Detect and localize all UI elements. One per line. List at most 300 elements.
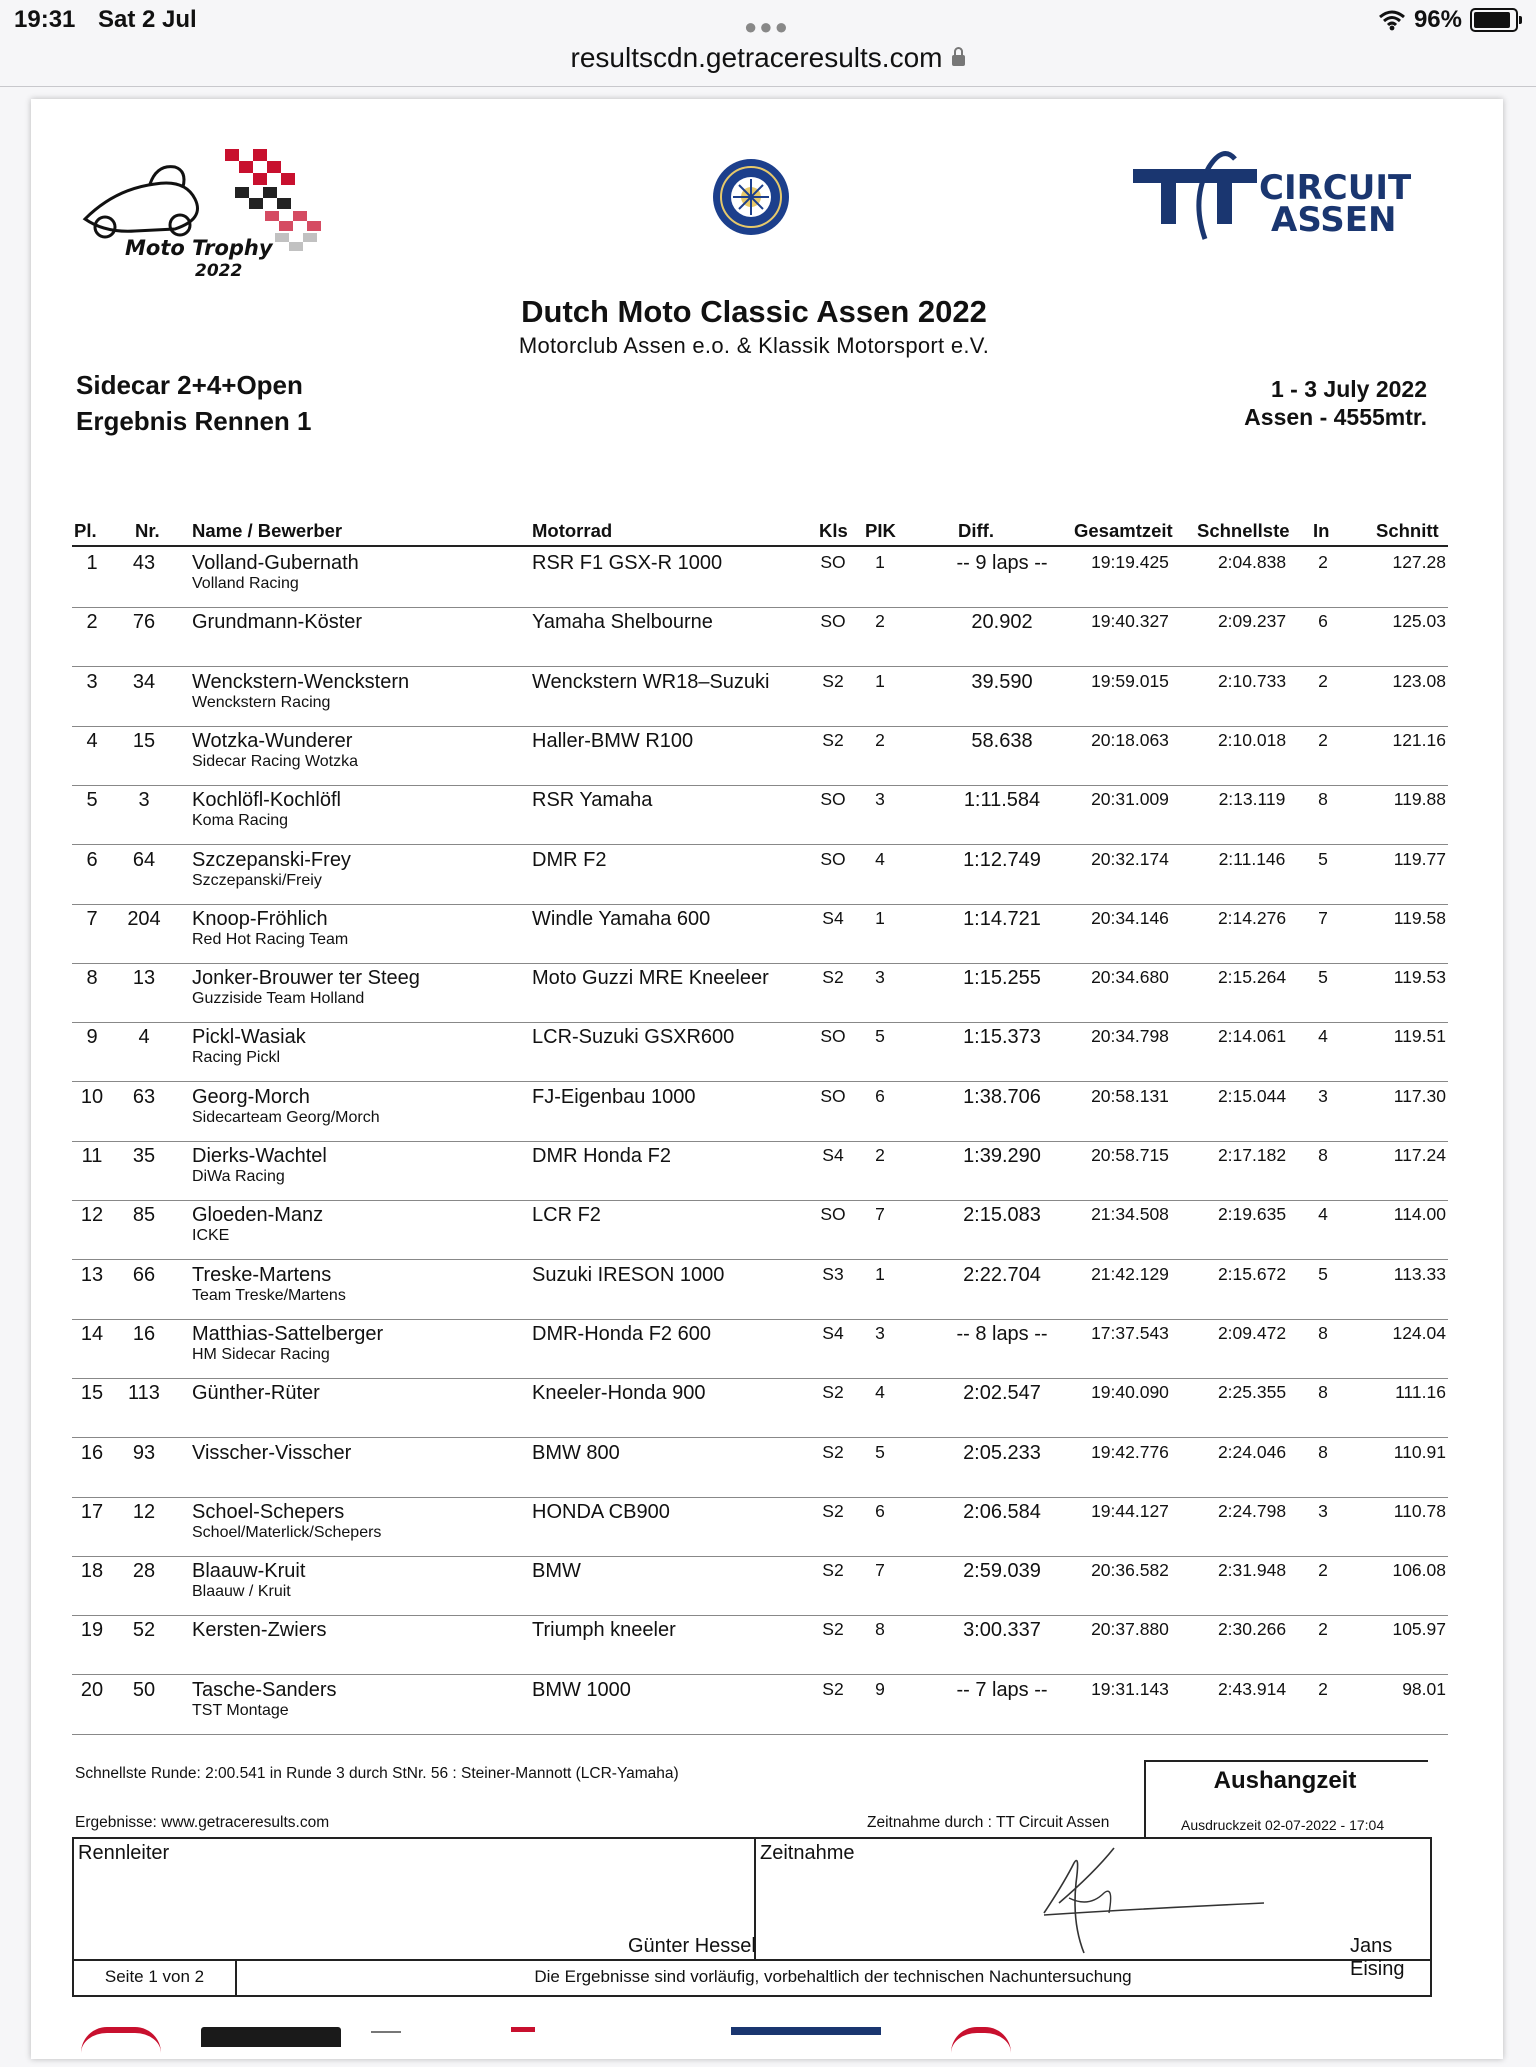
results-table-header	[72, 520, 1448, 542]
cell-pl: 3	[86, 670, 98, 693]
cell-pik: 1	[875, 552, 885, 572]
cell-kls: S2	[822, 1678, 844, 1699]
cell-avg: 127.28	[1392, 552, 1446, 572]
status-time: 19:31	[14, 6, 76, 33]
event-title: Dutch Moto Classic Assen 2022	[521, 294, 987, 329]
cell-fast: 2:09.472	[1217, 1322, 1287, 1343]
cell-diff: 2:59.039	[963, 1560, 1041, 1583]
cell-kls: SO	[820, 1085, 846, 1106]
cell-team: Red Hot Racing Team	[192, 930, 349, 948]
lock-icon	[952, 55, 965, 66]
col-schnitt: Schnitt	[1376, 520, 1439, 541]
cell-nr: 204	[127, 907, 161, 930]
cell-team: Blaauw / Kruit	[192, 1583, 291, 1601]
table-row	[72, 1556, 1448, 1616]
cell-pik: 9	[875, 1678, 885, 1699]
cell-pl: 10	[80, 1085, 104, 1108]
cell-in: 4	[1318, 1204, 1328, 1225]
multitasking-dots-icon[interactable]: ●●●	[744, 14, 790, 39]
cell-bike: BMW 800	[532, 1441, 620, 1464]
cell-fast: 2:15.672	[1217, 1263, 1287, 1284]
cell-bike: Yamaha Shelbourne	[532, 611, 713, 634]
battery-icon	[1470, 8, 1518, 32]
event-date: 1 - 3 July 2022	[1271, 376, 1427, 402]
cell-avg: 119.51	[1393, 1026, 1446, 1047]
cell-avg: 121.16	[1392, 729, 1446, 750]
cell-team: Team Treske/Martens	[192, 1286, 346, 1304]
race-class: Sidecar 2+4+Open	[76, 370, 303, 400]
col-pl: Pl.	[74, 520, 97, 541]
cell-kls: S2	[822, 1500, 844, 1521]
cell-name: Treske-Martens	[192, 1263, 332, 1286]
cell-team: Wenckstern Racing	[192, 693, 331, 711]
event-venue: Assen - 4555mtr.	[1244, 404, 1427, 430]
cell-bike: DMR F2	[532, 848, 607, 871]
cell-avg: 110.91	[1393, 1441, 1446, 1462]
cell-bike: FJ-Eigenbau 1000	[532, 1085, 696, 1108]
cell-name: Knoop-Fröhlich	[192, 907, 328, 930]
cell-pik: 2	[875, 729, 885, 750]
sponsor-logos	[31, 2027, 1503, 2067]
cell-pl: 2	[86, 611, 98, 634]
header-divider	[72, 545, 1448, 547]
cell-nr: 50	[132, 1678, 156, 1701]
cell-pl: 8	[86, 967, 98, 990]
cell-total: 19:40.327	[1091, 611, 1169, 632]
cell-bike: Moto Guzzi MRE Kneeleer	[532, 967, 769, 990]
cell-bike: Haller-BMW R100	[532, 729, 694, 752]
zeitnahme-label: Zeitnahme	[760, 1842, 855, 1864]
cell-in: 4	[1318, 1026, 1328, 1047]
signature-bottom-line	[74, 1959, 1430, 1961]
cell-avg: 119.77	[1393, 848, 1446, 869]
table-row	[72, 1200, 1448, 1260]
cell-pik: 3	[875, 967, 885, 988]
cell-diff: 2:15.083	[963, 1204, 1041, 1227]
table-row	[72, 845, 1448, 905]
cell-pik: 8	[875, 1619, 885, 1640]
cell-name: Matthias-Sattelberger	[192, 1322, 384, 1345]
cell-pl: 11	[81, 1145, 103, 1167]
cell-pl: 5	[86, 789, 98, 812]
cell-name: Grundmann-Köster	[192, 611, 363, 634]
cell-pik: 5	[875, 1441, 885, 1462]
cell-fast: 2:24.046	[1217, 1441, 1287, 1462]
table-row	[72, 1615, 1448, 1675]
cell-fast: 2:17.182	[1217, 1145, 1287, 1165]
cell-avg: 117.30	[1393, 1085, 1446, 1106]
cell-total: 20:34.146	[1091, 907, 1169, 928]
cell-pik: 3	[875, 1322, 885, 1343]
cell-kls: SO	[820, 1026, 846, 1047]
cell-avg: 98.01	[1402, 1678, 1446, 1699]
cell-diff: 1:11.584	[963, 789, 1041, 812]
cell-nr: 52	[132, 1619, 156, 1642]
cell-name: Tasche-Sanders	[192, 1678, 337, 1701]
url-bar[interactable]	[0, 40, 1536, 86]
battery-percent: 96%	[1413, 6, 1462, 33]
table-row	[72, 1141, 1448, 1201]
cell-kls: SO	[820, 848, 846, 869]
table-row	[72, 1260, 1448, 1320]
table-row	[72, 1675, 1448, 1735]
sponsor-logo-6-icon	[951, 2027, 1011, 2053]
cell-fast: 2:24.798	[1217, 1500, 1287, 1521]
cell-total: 20:34.680	[1091, 967, 1169, 988]
moto-trophy-text: Moto Trophy	[125, 236, 273, 260]
sponsor-logo-3-icon	[371, 2031, 401, 2047]
cell-bike: RSR Yamaha	[532, 789, 653, 812]
cell-kls: S2	[822, 1619, 844, 1640]
cell-total: 20:31.009	[1091, 789, 1169, 810]
cell-bike: Triumph kneeler	[532, 1619, 676, 1642]
cell-total: 20:32.174	[1091, 848, 1169, 869]
cell-nr: 13	[132, 967, 156, 990]
cell-avg: 111.16	[1395, 1382, 1446, 1403]
cell-total: 20:58.715	[1091, 1145, 1169, 1165]
signature-icon	[1014, 1843, 1274, 1959]
cell-pik: 6	[875, 1085, 885, 1106]
cell-pik: 3	[875, 789, 885, 810]
cell-total: 19:31.143	[1091, 1678, 1169, 1699]
cell-diff: 1:14.721	[963, 907, 1041, 930]
cell-avg: 119.53	[1393, 967, 1446, 988]
cell-fast: 2:15.264	[1217, 967, 1287, 988]
table-row	[72, 1378, 1448, 1438]
cell-pik: 1	[875, 907, 885, 928]
cell-nr: 64	[132, 848, 156, 871]
cell-bike: RSR F1 GSX-R 1000	[532, 552, 723, 574]
table-row	[72, 667, 1448, 727]
cell-name: Gloeden-Manz	[192, 1204, 324, 1227]
wifi-icon	[1378, 9, 1406, 31]
moto-trophy-year: 2022	[195, 261, 243, 279]
cell-in: 2	[1318, 552, 1328, 572]
cell-kls: S2	[822, 1560, 844, 1581]
cell-nr: 12	[132, 1500, 156, 1523]
results-disclaimer: Die Ergebnisse sind vorläufig, vorbehaltlich der technischen Nachuntersuchung	[534, 1967, 1132, 1986]
sponsor-logo-1-icon	[81, 2027, 161, 2053]
sponsor-logo-4-icon	[511, 2027, 535, 2046]
table-row	[72, 904, 1448, 964]
cell-pik: 1	[875, 1263, 885, 1284]
rennleiter-name: Günter Hessel	[628, 1935, 756, 1957]
cell-team: ICKE	[192, 1227, 230, 1245]
cell-fast: 2:04.838	[1217, 552, 1287, 572]
col-motorrad: Motorrad	[532, 520, 613, 541]
cell-total: 19:40.090	[1091, 1382, 1169, 1403]
cell-bike: Windle Yamaha 600	[532, 907, 711, 930]
table-row	[72, 785, 1448, 845]
rennleiter-label: Rennleiter	[78, 1842, 170, 1864]
cell-diff: 1:15.373	[963, 1026, 1041, 1049]
cell-name: Günther-Rüter	[192, 1382, 320, 1405]
cell-kls: SO	[820, 1204, 846, 1225]
cell-fast: 2:11.146	[1218, 848, 1286, 869]
table-row	[72, 1082, 1448, 1142]
cell-avg: 110.78	[1393, 1500, 1446, 1521]
cell-kls: S2	[822, 967, 844, 988]
cell-team: Sidecarteam Georg/Morch	[192, 1108, 380, 1126]
cell-nr: 66	[132, 1263, 156, 1286]
cell-fast: 2:43.914	[1217, 1678, 1287, 1699]
cell-kls: S4	[822, 1322, 844, 1343]
cell-nr: 85	[132, 1204, 156, 1227]
cell-fast: 2:10.018	[1217, 729, 1287, 750]
cell-bike: BMW 1000	[532, 1678, 631, 1701]
cell-fast: 2:14.061	[1217, 1026, 1287, 1047]
cell-nr: 76	[132, 611, 156, 634]
cell-total: 19:59.015	[1091, 670, 1169, 691]
cell-name: Szczepanski-Frey	[192, 848, 351, 871]
aushangzeit-label: Aushangzeit	[1213, 1767, 1357, 1794]
cell-avg: 124.04	[1392, 1322, 1446, 1343]
cell-in: 2	[1318, 670, 1328, 691]
cell-name: Kochlöfl-Kochlöfl	[192, 789, 341, 812]
col-gesamtzeit: Gesamtzeit	[1074, 520, 1173, 541]
cell-diff: -- 8 laps --	[956, 1322, 1048, 1345]
cell-total: 20:36.582	[1091, 1560, 1169, 1581]
cell-nr: 15	[132, 729, 156, 752]
cell-nr: 16	[132, 1322, 156, 1345]
col-name: Name / Bewerber	[192, 520, 343, 541]
col-pik: PIK	[865, 520, 896, 541]
cell-diff: 2:05.233	[963, 1441, 1041, 1464]
zeitnahme-name: Jans Eising	[1350, 1935, 1405, 1980]
cell-in: 8	[1318, 1441, 1328, 1462]
cell-name: Pickl-Wasiak	[192, 1026, 306, 1049]
cell-name: Schoel-Schepers	[192, 1500, 345, 1523]
cell-bike: BMW	[532, 1560, 581, 1583]
cell-diff: 39.590	[971, 670, 1033, 693]
cell-total: 20:34.798	[1091, 1026, 1169, 1047]
sponsor-logo-5-icon	[731, 2027, 881, 2055]
col-in: In	[1313, 520, 1330, 541]
cell-bike: DMR Honda F2	[532, 1145, 671, 1167]
table-row	[72, 1022, 1448, 1082]
cell-name: Kersten-Zwiers	[192, 1619, 327, 1642]
cell-nr: 113	[128, 1382, 160, 1405]
moto-trophy-logo	[75, 149, 375, 279]
cell-pl: 6	[86, 848, 98, 871]
cell-avg: 119.58	[1393, 907, 1446, 928]
cell-kls: SO	[820, 552, 846, 572]
cell-in: 2	[1318, 1678, 1328, 1699]
cell-team: Szczepanski/Freiy	[192, 871, 322, 889]
cell-fast: 2:09.237	[1217, 611, 1287, 632]
cell-team: Schoel/Materlick/Schepers	[192, 1523, 382, 1541]
cell-total: 21:34.508	[1091, 1204, 1169, 1225]
cell-pl: 7	[86, 907, 98, 930]
table-row	[72, 1438, 1448, 1498]
cell-diff: 1:39.290	[963, 1145, 1041, 1167]
cell-avg: 123.08	[1392, 670, 1446, 691]
cell-pik: 2	[875, 611, 885, 632]
cell-total: 19:42.776	[1091, 1441, 1169, 1462]
cell-bike: Wenckstern WR18–Suzuki	[532, 670, 770, 693]
cell-kls: S3	[822, 1263, 844, 1284]
cell-diff: 1:12.749	[963, 848, 1041, 871]
timing-by: Zeitnahme durch : TT Circuit Assen	[867, 1814, 1110, 1831]
tt-assen-text: ASSEN	[1271, 200, 1397, 240]
cell-avg: 106.08	[1392, 1560, 1446, 1581]
cell-nr: 35	[132, 1145, 156, 1167]
toolbar-divider	[0, 86, 1536, 87]
cell-fast: 2:30.266	[1217, 1619, 1287, 1640]
cell-fast: 2:14.276	[1217, 907, 1287, 928]
cell-nr: 34	[132, 670, 156, 693]
cell-diff: 2:02.547	[963, 1382, 1041, 1405]
cell-total: 21:42.129	[1091, 1263, 1169, 1284]
page-number: Seite 1 von 2	[104, 1967, 205, 1986]
cell-kls: S2	[822, 670, 844, 691]
cell-pl: 12	[80, 1204, 104, 1227]
cell-in: 2	[1318, 1560, 1328, 1581]
col-schnellste: Schnellste	[1197, 520, 1290, 541]
cell-team: HM Sidecar Racing	[192, 1345, 330, 1363]
cell-pl: 9	[86, 1026, 98, 1049]
status-date: Sat 2 Jul	[98, 6, 197, 33]
cell-diff: 2:22.704	[963, 1263, 1041, 1286]
event-organizer: Motorclub Assen e.o. & Klassik Motorsport e.V.	[518, 333, 990, 358]
aushang-top-line	[1144, 1760, 1428, 1762]
cell-bike: Kneeler-Honda 900	[532, 1382, 706, 1405]
cell-name: Blaauw-Kruit	[192, 1560, 306, 1583]
status-bar	[0, 0, 1536, 40]
cell-in: 3	[1318, 1500, 1328, 1521]
cell-in: 7	[1318, 907, 1328, 928]
cell-kls: S2	[822, 729, 844, 750]
cell-pl: 13	[80, 1263, 104, 1286]
cell-name: Wotzka-Wunderer	[192, 729, 353, 752]
cell-bike: LCR-Suzuki GSXR600	[532, 1026, 735, 1049]
cell-team: Volland Racing	[192, 575, 299, 592]
table-row	[72, 607, 1448, 667]
cell-diff: 20.902	[971, 611, 1033, 634]
cell-in: 6	[1318, 611, 1328, 632]
cell-fast: 2:31.948	[1217, 1560, 1287, 1581]
cell-total: 17:37.543	[1091, 1322, 1169, 1343]
col-diff: Diff.	[958, 520, 994, 541]
cell-in: 8	[1318, 1145, 1328, 1165]
cell-in: 8	[1318, 1322, 1328, 1343]
cell-team: Koma Racing	[192, 812, 289, 830]
cell-avg: 125.03	[1392, 611, 1446, 632]
cell-name: Wenckstern-Wenckstern	[192, 670, 410, 693]
cell-pik: 7	[875, 1204, 885, 1225]
cell-team: TST Montage	[192, 1701, 289, 1719]
cell-in: 3	[1318, 1085, 1328, 1106]
motorclub-seal-icon	[711, 157, 791, 237]
cell-fast: 2:15.044	[1217, 1085, 1287, 1106]
cell-avg: 105.97	[1392, 1619, 1446, 1640]
cell-team: Sidecar Racing Wotzka	[192, 752, 358, 770]
table-row	[72, 1319, 1448, 1379]
cell-diff: -- 7 laps --	[956, 1678, 1048, 1701]
cell-name: Dierks-Wachtel	[192, 1145, 327, 1167]
cell-pl: 20	[80, 1678, 104, 1701]
results-website: Ergebnisse: www.getraceresults.com	[75, 1814, 330, 1831]
cell-name: Visscher-Visscher	[192, 1441, 352, 1464]
cell-total: 20:37.880	[1091, 1619, 1169, 1640]
cell-pl: 4	[86, 729, 98, 752]
cell-nr: 3	[138, 789, 150, 812]
cell-pik: 4	[875, 848, 885, 869]
race-class-block	[76, 367, 312, 439]
cell-avg: 119.88	[1393, 789, 1446, 810]
cell-avg: 117.24	[1393, 1145, 1446, 1165]
cell-nr: 93	[132, 1441, 156, 1464]
cell-team: Guzziside Team Holland	[192, 990, 365, 1008]
tt-circuit-assen-logo	[1131, 149, 1441, 244]
cell-name: Jonker-Brouwer ter Steeg	[192, 967, 420, 990]
cell-in: 5	[1318, 848, 1328, 869]
cell-pik: 1	[875, 670, 885, 691]
cell-kls: SO	[820, 789, 846, 810]
cell-diff: 1:38.706	[963, 1085, 1041, 1108]
cell-pl: 16	[80, 1441, 104, 1464]
signature-box	[72, 1837, 1432, 1997]
event-date-venue	[1244, 375, 1427, 431]
url-text[interactable]: resultscdn.getraceresults.com	[570, 42, 943, 73]
cell-in: 2	[1318, 1619, 1328, 1640]
cell-in: 2	[1318, 729, 1328, 750]
cell-kls: S2	[822, 1382, 844, 1403]
cell-team: Racing Pickl	[192, 1049, 281, 1067]
status-right	[1378, 6, 1518, 34]
cell-total: 19:19.425	[1091, 552, 1169, 572]
cell-kls: S4	[822, 907, 844, 928]
col-nr: Nr.	[135, 520, 160, 541]
cell-fast: 2:13.119	[1218, 789, 1286, 810]
results-document[interactable]	[31, 99, 1503, 2059]
cell-fast: 2:25.355	[1217, 1382, 1287, 1403]
cell-nr: 4	[138, 1026, 150, 1049]
fastest-lap-info: Schnellste Runde: 2:00.541 in Runde 3 durch StNr. 56 : Steiner-Mannott (LCR-Yamaha)	[75, 1765, 679, 1782]
cell-pik: 6	[875, 1500, 885, 1521]
table-row	[72, 1497, 1448, 1557]
cell-avg: 113.33	[1393, 1263, 1446, 1284]
col-kls: Kls	[819, 520, 848, 541]
cell-nr: 63	[132, 1085, 156, 1108]
cell-pl: 19	[80, 1619, 104, 1642]
cell-fast: 2:10.733	[1217, 670, 1287, 691]
cell-name: Volland-Gubernath	[192, 552, 359, 574]
table-row	[72, 726, 1448, 786]
cell-in: 5	[1318, 1263, 1328, 1284]
cell-bike: Suzuki IRESON 1000	[532, 1263, 725, 1286]
cell-pik: 2	[875, 1145, 885, 1165]
cell-pik: 7	[875, 1560, 885, 1581]
print-time: Ausdruckzeit 02-07-2022 - 17:04	[1181, 1817, 1385, 1833]
cell-pl: 15	[80, 1382, 104, 1405]
cell-diff: 3:00.337	[963, 1619, 1041, 1642]
cell-kls: SO	[820, 611, 846, 632]
cell-pl: 17	[80, 1500, 104, 1523]
cell-total: 19:44.127	[1091, 1500, 1169, 1521]
cell-bike: HONDA CB900	[532, 1500, 670, 1523]
cell-avg: 114.00	[1393, 1204, 1446, 1225]
cell-kls: S4	[822, 1145, 844, 1165]
cell-kls: S2	[822, 1441, 844, 1462]
cell-bike: DMR-Honda F2 600	[532, 1322, 711, 1345]
cell-total: 20:18.063	[1091, 729, 1169, 750]
cell-diff: 58.638	[971, 729, 1033, 752]
cell-bike: LCR F2	[532, 1204, 601, 1227]
table-row	[72, 963, 1448, 1023]
race-result-name: Ergebnis Rennen 1	[76, 406, 312, 436]
cell-in: 8	[1318, 1382, 1328, 1403]
